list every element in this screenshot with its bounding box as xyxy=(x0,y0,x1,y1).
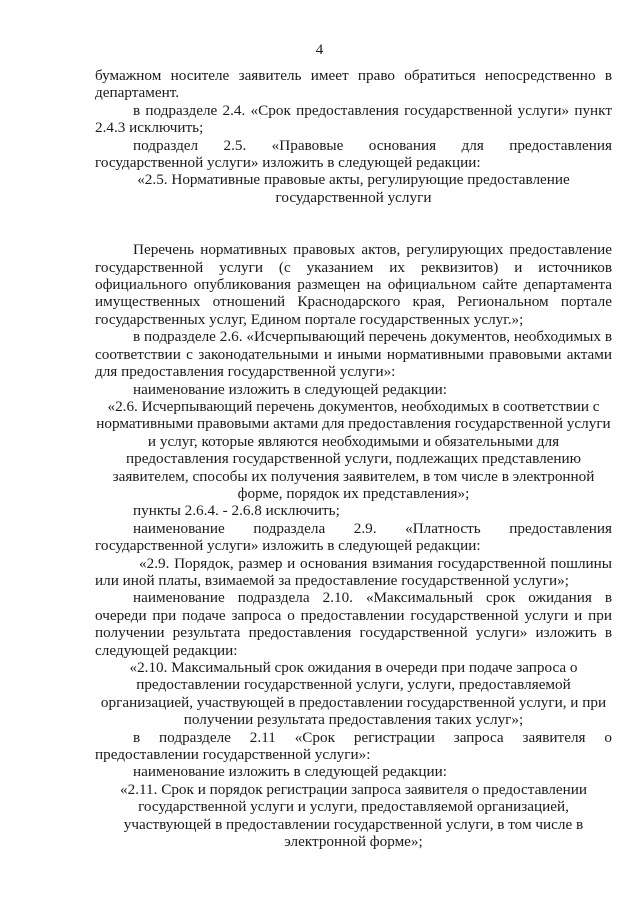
paragraph-section-2-5: подраздел 2.5. «Правовые основания для предоставления государственной услуги» изложить в следующей редакции: xyxy=(95,136,612,172)
paragraph-section-2-6: в подразделе 2.6. «Исчерпывающий перечень документов, необходимых в соответствии с законодательными и иными нормативными правовыми актами для предоставления государственной услуги»: xyxy=(95,328,612,381)
quote-2-6: «2.6. Исчерпывающий перечень документов, необходимых в соответствии с нормативными правовыми актами для предоставления государственной услуги и услуг, которые являются необходимыми и обязательными для предоставления государственной услуги, подлежащих представлению заявителем, способы их получения заявителем, в том числе в электронной форме, порядок их представления»; xyxy=(96,397,611,502)
paragraph-continuation: бумажном носителе заявитель имеет право обратиться непосредственно в департамент. xyxy=(95,67,612,102)
paragraph-section-2-10: наименование подраздела 2.10. «Максимальный срок ожидания в очереди при подаче запроса о предоставлении государственной услуги и при получении результата предоставления государственной услуги» изложить в следующей редакции: xyxy=(95,589,612,659)
spacer xyxy=(95,206,612,241)
paragraph-section-2-9: наименование подраздела 2.9. «Платность предоставления государственной услуги» изложить в следующей редакции: xyxy=(95,519,612,555)
paragraph-exclude-points: пункты 2.6.4. - 2.6.8 исключить; xyxy=(133,502,340,520)
paragraph-name-edit-2-11: наименование изложить в следующей редакции: xyxy=(133,763,447,781)
page-number: 4 xyxy=(315,42,324,58)
quote-2-11: «2.11. Срок и порядок регистрации запроса заявителя о предоставлении государственной услуги и услуги, предоставляемой организацией, участвующей в предоставлении государственной услуги, в том числе в электронной форме»; xyxy=(120,780,587,851)
quote-2-9: «2.9. Порядок, размер и основания взимания государственной пошлины или иной платы, взимаемой за предоставление государственной услуги»; xyxy=(95,554,612,589)
document-body xyxy=(95,67,612,850)
paragraph-name-edit-2-6: наименование изложить в следующей редакции: xyxy=(133,380,447,398)
heading-2-5: «2.5. Нормативные правовые акты, регулирующие предоставление государственной услуги xyxy=(137,171,570,206)
paragraph-section-2-11: в подразделе 2.11 «Срок регистрации запроса заявителя о предоставлении государственной услуги»: xyxy=(95,728,612,764)
paragraph-legal-acts-list: Перечень нормативных правовых актов, регулирующих предоставление государственной услуги (с указанием их реквизитов) и источников официального опубликования размещен на официальном сайте департамента имущественных отношений Краснодарского края, Региональном портале государственных услуг, Едином портале государственных услуг.»; xyxy=(95,241,612,328)
paragraph-section-2-4: в подразделе 2.4. «Срок предоставления государственной услуги» пункт 2.4.3 исключить; xyxy=(95,101,612,137)
quote-2-10: «2.10. Максимальный срок ожидания в очереди при подаче запроса о предоставлении государственной услуги, услуги, предоставляемой организацией, участвующей в предоставлении государственной услуги, и при получении результата предоставления таких услуг»; xyxy=(100,659,607,729)
